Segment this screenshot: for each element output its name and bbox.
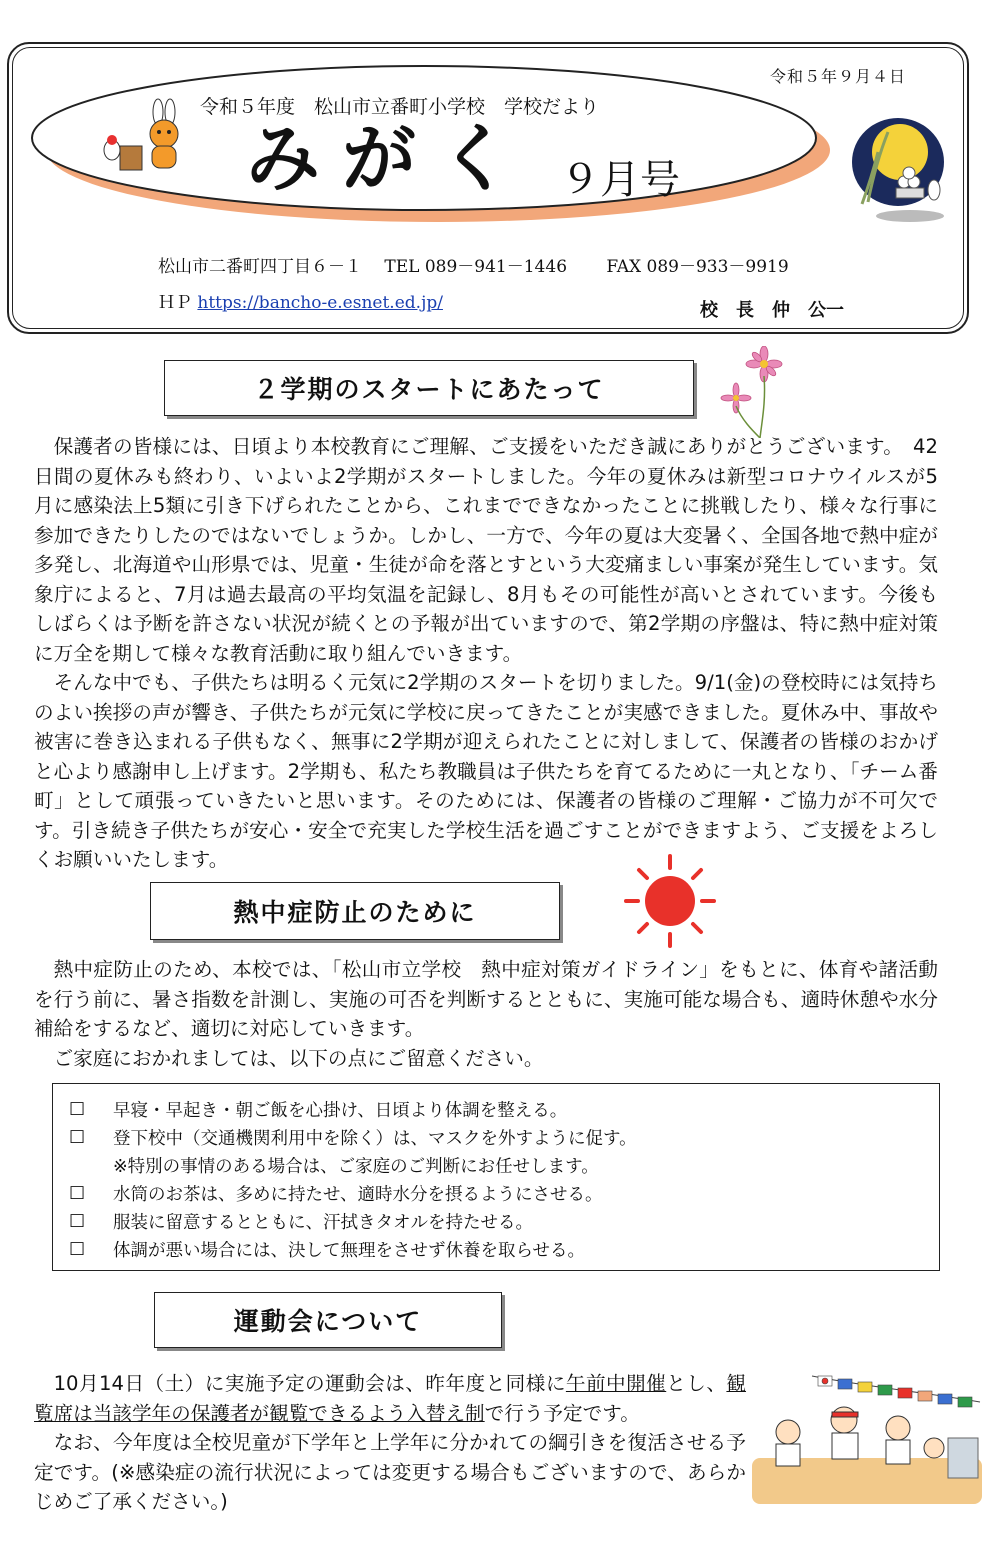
issue-label: ９月号	[560, 157, 680, 203]
moon-viewing-icon	[848, 112, 954, 224]
second-term-paragraphs	[34, 432, 958, 875]
sports-day-text: で行う予定です。	[484, 1401, 640, 1425]
sports-day-text: 10月14日（土）に実施予定の運動会は、昨年度と同様に	[53, 1372, 566, 1395]
homepage-link[interactable]: https://bancho-e.esnet.ed.jp/	[197, 293, 443, 313]
rotating-seating-emphasis: 観覧席は当該学年の保護者が観覧できるよう入替え制	[34, 1372, 747, 1425]
checklist-item: 水筒のお茶は、多めに持たせ、適時水分を摂るようにさせる。	[113, 1185, 603, 1205]
homepage-label: ＨＰ	[158, 293, 198, 313]
section-heading-second-term: ２学期のスタートにあたって	[164, 360, 694, 416]
school-address: 松山市二番町四丁目６－１ TEL 089－941－1446 FAX 089－933－9919	[158, 257, 789, 277]
newsletter-title: みがく	[246, 116, 534, 202]
checklist-note: ※特別の事情のある場合は、ご家庭のご判断にお任せします。	[113, 1157, 599, 1177]
checklist-item: 服装に留意するとともに、汗拭きタオルを持たせる。	[113, 1213, 533, 1233]
checkbox-mark: □	[69, 1238, 86, 1258]
section-heading-sports-day: 運動会について	[154, 1292, 502, 1348]
sports-day-paragraphs	[34, 1369, 746, 1517]
second-term-para-1: 保護者の皆様には、日頃より本校教育にご理解、ご支援をいただき誠にありがとうございます。 42 日間の夏休みも終わり、いよいよ2学期がスタートしました。今年の夏休みは新型コロナウイルスが5月に感染法上5類に引き下げられたことから、これまでできなかったことに挑戦したり、様々な行事に参加できたりしたのではないでしょうか。しかし、一方で、今年の夏は大変暑く、全国各地で熱中症が多発し、北海道や山形県では、児童・生徒が命を落とすという大変痛ましい事案が発生しています。気象庁によると、7月は過去最高の平均気温を記録し、8月もその可能性が高いとされています。今後もしばらくは予断を許さない状況が続くとの予報が出ていますので、第2学期の序盤は、特に熱中症対策に万全を期して様々な教育活動に取り組んでいきます。	[34, 435, 958, 665]
heatstroke-para-1: 熱中症防止のため、本校では、「松山市立学校 熱中症対策ガイドライン」をもとに、体育や諸活動を行う前に、暑さ指数を計測し、実施の可否を判断するとともに、実施可能な場合も、適時休憩や水分補給をするなど、適切に対応していきます。	[34, 958, 938, 1040]
section-heading-heatstroke: 熱中症防止のために	[150, 882, 560, 940]
checkbox-mark: □	[69, 1210, 86, 1230]
checklist-item: 登下校中（交通機関利用中を除く）は、マスクを外すように促す。	[113, 1129, 637, 1149]
checklist-item: 早寝・早起き・朝ご飯を心掛け、日頃より体調を整える。	[113, 1101, 568, 1121]
heatstroke-paragraphs	[34, 955, 938, 1073]
checkbox-mark: □	[69, 1098, 86, 1118]
heatstroke-checklist	[52, 1083, 940, 1271]
checklist-item: 体調が悪い場合には、決して無理をさせず休養を取らせる。	[113, 1241, 585, 1261]
sun-icon	[620, 852, 720, 950]
sports-day-para-2: なお、今年度は全校児童が下学年と上学年に分かれての綱引きを復活させる予定です。(※感染症の流行状況によっては変更する場合もございますので、あらかじめご了承ください。)	[34, 1431, 746, 1513]
newsletter-subtitle: 令和５年度 松山市立番町小学校 学校だより	[200, 96, 600, 118]
sports-day-para-1	[34, 1369, 746, 1428]
second-term-para-2: そんな中でも、子供たちは明るく元気に2学期のスタートを切りました。9/1(金)の登校時には気持ちのよい挨拶の声が響き、子供たちが元気に学校に戻ってきたことが実感できました。夏休み中、事故や被害に巻き込まれる子供もなく、無事に2学期が迎えられたことに対しまして、保護者の皆様のおかげと心より感謝申し上げます。2学期も、私たち教職員は子供たちを育てるために一丸となり、「チーム番町」として頑張っていきたいと思います。そのためには、保護者の皆様のご理解・ご協力が不可欠です。引き続き子供たちが安心・安全で充実した学校生活を過ごすことができますよう、ご支援をよろしくお願いいたします。	[34, 671, 938, 871]
sports-day-illustration-icon	[752, 1362, 982, 1506]
checkbox-mark: □	[69, 1126, 86, 1146]
heatstroke-para-2: ご家庭におかれましては、以下の点にご留意ください。	[53, 1046, 544, 1070]
checkbox-mark: □	[69, 1182, 86, 1202]
sports-day-text: とし、	[666, 1372, 727, 1395]
rabbit-mascot-icon	[98, 98, 184, 178]
morning-only-emphasis: 午前中開催	[565, 1372, 667, 1395]
principal-name: 校 長 仲 公一	[700, 300, 844, 321]
cosmos-flower-icon	[716, 346, 786, 438]
issue-date: 令和５年９月４日	[770, 67, 907, 86]
homepage-line	[158, 288, 443, 313]
